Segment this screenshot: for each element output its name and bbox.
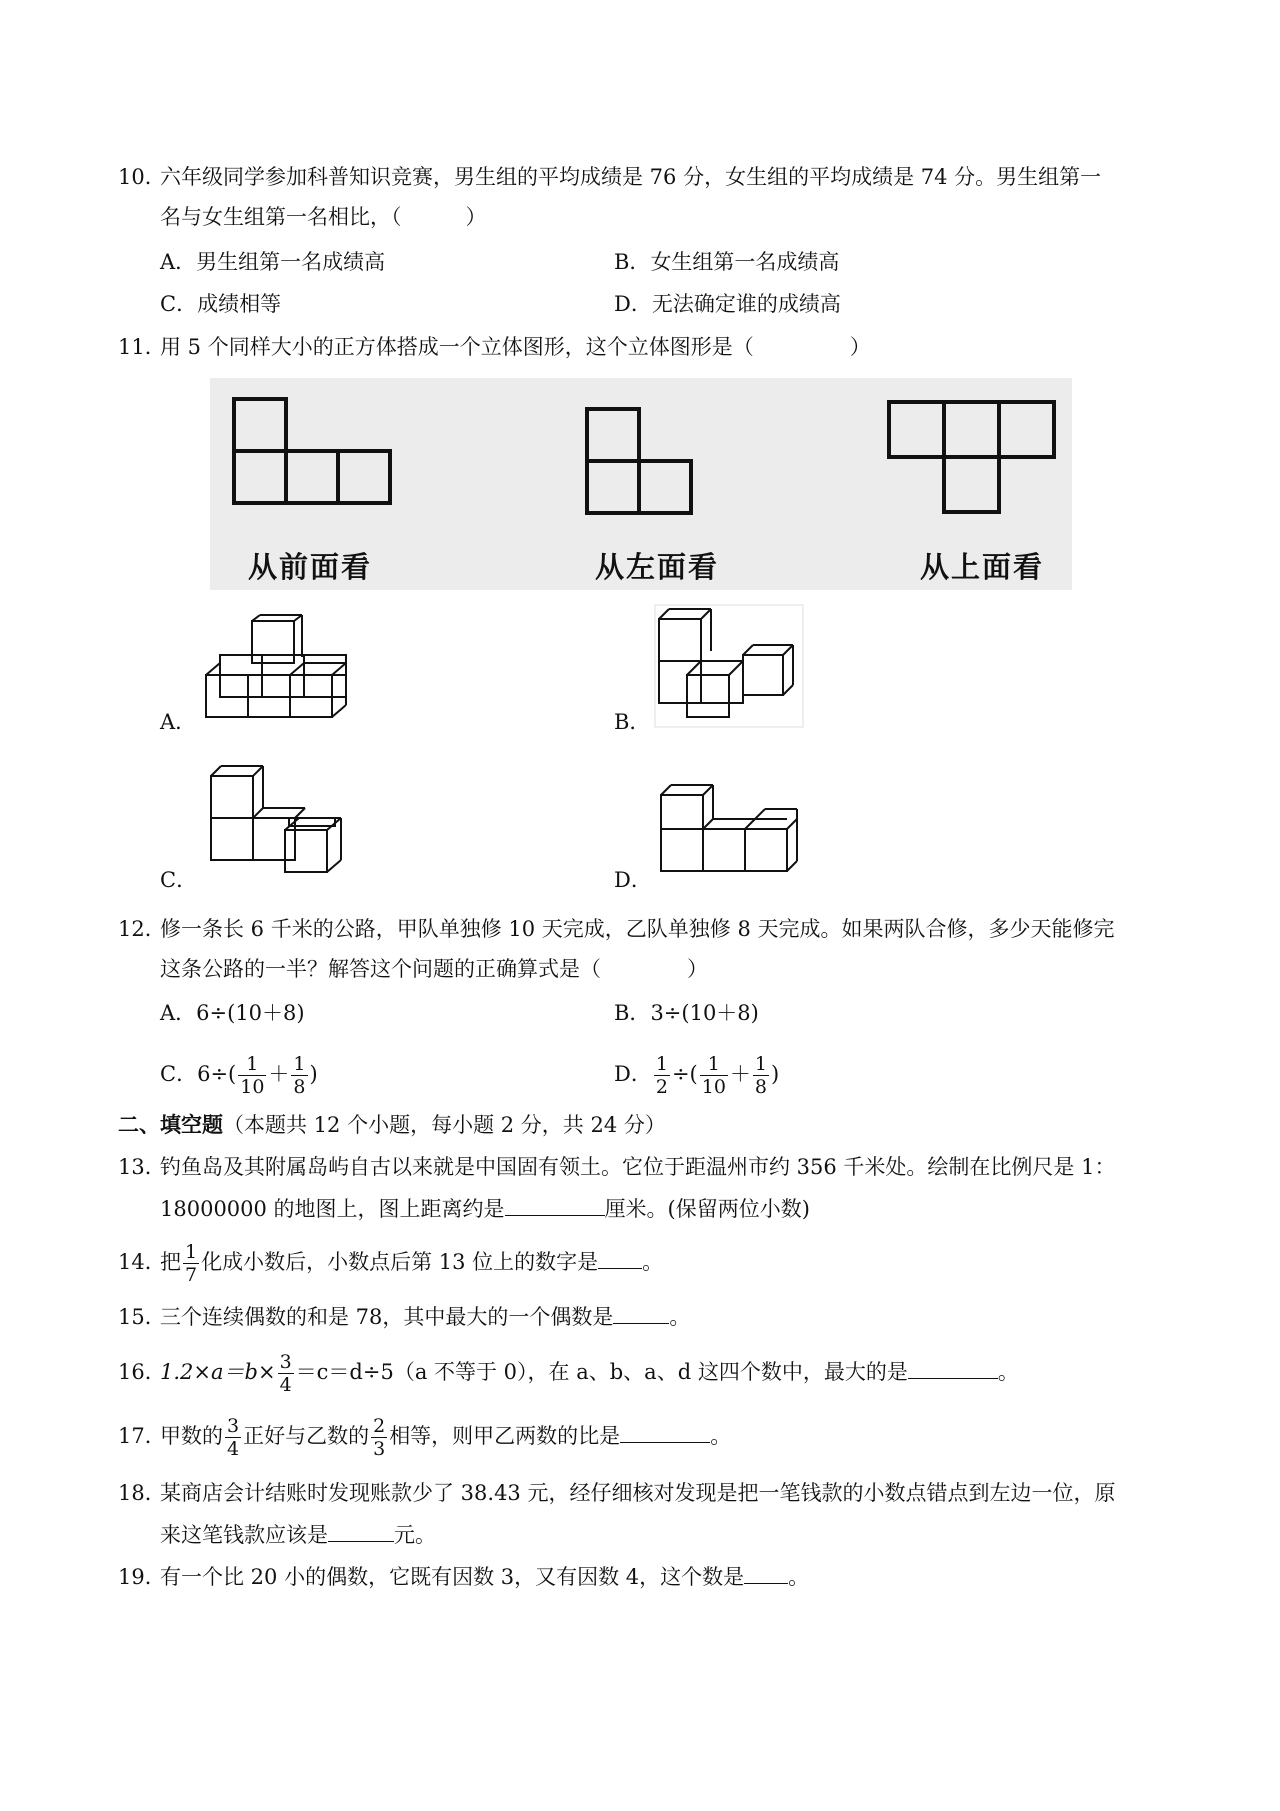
q10-number: 10． [118, 165, 166, 189]
q17-number: 17． [118, 1424, 166, 1448]
q10-paren-close: ） [465, 205, 487, 229]
q12-option-c-letter: C． [160, 1062, 198, 1086]
q12-option-b[interactable] [614, 998, 759, 1028]
q11-paren-close: ） [849, 335, 871, 359]
q12-option-c[interactable]: C．6÷( $\frac{1}{10}$ ＋ $\frac{1}{8}$ ) [160, 1053, 318, 1098]
q12-line1 [118, 914, 1115, 944]
q13-line2-post: 厘米。(保留两位小数) [604, 1197, 810, 1221]
q16-line: 16．1.2×a＝b× $\frac{3}{4}$ ＝c＝d÷5（a 不等于 0），在 a、b、a、d 这四个数中，最大的是 。 [118, 1344, 1019, 1400]
q15-line: 15．三个连续偶数的和是 78，其中最大的一个偶数是 。 [118, 1302, 690, 1332]
q17-line: 17．甲数的 $\frac{3}{4}$ 正好与乙数的 $\frac{2}{3}$ 相等，则甲乙两数的比是 。 [118, 1408, 731, 1464]
q13-line1-text: 钓鱼岛及其附属岛屿自古以来就是中国固有领土。它位于距温州市约 356 千米处。绘制在比例尺是 1： [160, 1155, 1116, 1179]
fraction-2-3: $\frac{2}{3}$ [373, 1415, 386, 1460]
q10-option-c-text: 成绩相等 [197, 292, 282, 316]
q13-line1 [118, 1152, 1115, 1182]
q16-post: ＝c＝d÷5（a 不等于 0），在 a、b、a、d 这四个数中，最大的是 [295, 1360, 908, 1384]
fraction-1-8: $\frac{1}{8}$ [293, 1053, 306, 1098]
q17-pre: 甲数的 [160, 1424, 223, 1448]
top-view-label: 从上面看 [920, 550, 1045, 584]
q12-option-c-pre: 6÷( [197, 1062, 237, 1086]
q15-pre: 三个连续偶数的和是 78，其中最大的一个偶数是 [160, 1305, 614, 1329]
q12-stem-line2: 这条公路的一半？解答这个问题的正确算式是（ [160, 957, 601, 981]
q11-stem: 用 5 个同样大小的正方体搭成一个立体图形，这个立体图形是（ [160, 335, 754, 359]
q15-number: 15． [118, 1305, 166, 1329]
fraction-1-7: $\frac{1}{7}$ [185, 1241, 198, 1286]
q10-option-a[interactable] [160, 247, 385, 277]
q10-option-c-letter: C． [160, 292, 198, 316]
q10-line2 [160, 202, 487, 232]
q16-number: 16． [118, 1360, 166, 1384]
q11-option-b-letter[interactable]: B． [614, 710, 651, 734]
q18-line2-pre: 来这笔钱款应该是 [160, 1523, 328, 1547]
q14-post: 化成小数后，小数点后第 13 位上的数字是 [201, 1250, 599, 1274]
section-2-title: 二、填空题 [118, 1112, 223, 1137]
q12-number: 12． [118, 917, 166, 941]
q10-stem-line1: 六年级同学参加科普知识竞赛，男生组的平均成绩是 76 分，女生组的平均成绩是 74 分。男生组第一 [160, 165, 1102, 189]
q13-answer-blank[interactable] [505, 1195, 605, 1216]
q11-option-a-letter[interactable]: A． [160, 710, 197, 734]
q11-option-c-letter[interactable]: C． [160, 868, 198, 892]
q11-option-d-letter[interactable]: D． [614, 868, 652, 892]
top-view-figure [885, 398, 1065, 523]
q12-stem-line1: 修一条长 6 千米的公路，甲队单独修 10 天完成，乙队单独修 8 天完成。如果两队合修，多少天能修完 [160, 917, 1115, 941]
q10-option-d-letter: D． [614, 292, 652, 316]
q11-option-c-figure[interactable] [205, 760, 365, 880]
q12-option-b-letter: B． [614, 1001, 651, 1025]
q18-line2 [160, 1520, 436, 1550]
q13-number: 13． [118, 1155, 166, 1179]
q17-post: 相等，则甲乙两数的比是 [389, 1424, 621, 1448]
q16-pre: 1.2×a＝b× [160, 1360, 276, 1384]
q19-number: 19． [118, 1565, 166, 1589]
fraction-3-4: $\frac{3}{4}$ [279, 1351, 292, 1396]
q12-option-a[interactable] [160, 998, 305, 1028]
q11-option-a-figure[interactable] [200, 615, 375, 730]
left-view-figure [583, 405, 703, 525]
q10-option-d[interactable] [614, 289, 841, 319]
q17-mid: 正好与乙数的 [243, 1424, 370, 1448]
q11-option-d-figure[interactable] [655, 775, 815, 885]
front-view-figure [230, 395, 400, 515]
q12-option-b-expr: 3÷(10＋8) [650, 1001, 759, 1025]
q17-answer-blank[interactable] [620, 1422, 710, 1443]
q18-line1-text: 某商店会计结账时发现账款少了 38.43 元，经仔细核对发现是把一笔钱款的小数点错点到左边一位，原 [160, 1481, 1116, 1505]
front-view-label: 从前面看 [248, 550, 373, 584]
q12-option-d[interactable]: D． $\frac{1}{2}$ ÷( $\frac{1}{10}$ ＋ $\frac{1}{8}$ ) [614, 1053, 780, 1098]
q16-answer-blank[interactable] [908, 1358, 998, 1379]
q14-line: 14．把 $\frac{1}{7}$ 化成小数后，小数点后第 13 位上的数字是 。 [118, 1234, 663, 1290]
q11-option-b-figure[interactable] [655, 605, 805, 730]
fraction-1-2: $\frac{1}{2}$ [655, 1053, 668, 1098]
q10-option-b-text: 女生组第一名成绩高 [650, 250, 840, 274]
q12-option-a-expr: 6÷(10＋8) [196, 1001, 305, 1025]
section-2-heading [118, 1110, 666, 1140]
q18-number: 18． [118, 1481, 166, 1505]
q12-option-a-letter: A． [160, 1001, 197, 1025]
fraction-1-8: $\frac{1}{8}$ [754, 1053, 768, 1098]
q14-number: 14． [118, 1250, 166, 1274]
q14-pre: 把 [160, 1250, 181, 1274]
q11-number: 11． [118, 335, 166, 359]
fraction-1-10: $\frac{1}{10}$ [240, 1053, 265, 1098]
q10-line1 [118, 162, 1101, 192]
q10-option-b[interactable] [614, 247, 839, 277]
fraction-1-10: $\frac{1}{10}$ [701, 1053, 726, 1098]
q10-option-b-letter: B． [614, 250, 651, 274]
fraction-3-4: $\frac{3}{4}$ [227, 1415, 240, 1460]
q10-option-d-text: 无法确定谁的成绩高 [651, 292, 841, 316]
q18-line1 [118, 1478, 1115, 1508]
section-2-note: （本题共 12 个小题，每小题 2 分，共 24 分） [223, 1113, 666, 1137]
q18-answer-blank[interactable] [328, 1521, 394, 1542]
q11-line [118, 332, 871, 362]
q10-option-a-letter: A． [160, 250, 197, 274]
q10-option-c[interactable] [160, 289, 281, 319]
left-view-label: 从左面看 [595, 550, 720, 584]
q12-line2 [160, 954, 708, 984]
q10-stem-line2: 名与女生组第一名相比，（ [160, 205, 402, 229]
q12-option-d-letter: D． [614, 1062, 652, 1086]
q15-answer-blank[interactable] [613, 1303, 669, 1324]
q19-line: 19．有一个比 20 小的偶数，它既有因数 3，又有因数 4，这个数是 。 [118, 1562, 809, 1592]
q19-answer-blank[interactable] [744, 1563, 788, 1584]
q10-option-a-text: 男生组第一名成绩高 [196, 250, 386, 274]
q19-pre: 有一个比 20 小的偶数，它既有因数 3，又有因数 4，这个数是 [160, 1565, 745, 1589]
q13-line2-pre: 18000000 的地图上，图上距离约是 [160, 1197, 505, 1221]
q18-line2-post: 元。 [394, 1523, 436, 1547]
q14-answer-blank[interactable] [598, 1248, 642, 1269]
q13-line2 [160, 1194, 810, 1224]
q12-paren-close: ） [687, 957, 708, 981]
